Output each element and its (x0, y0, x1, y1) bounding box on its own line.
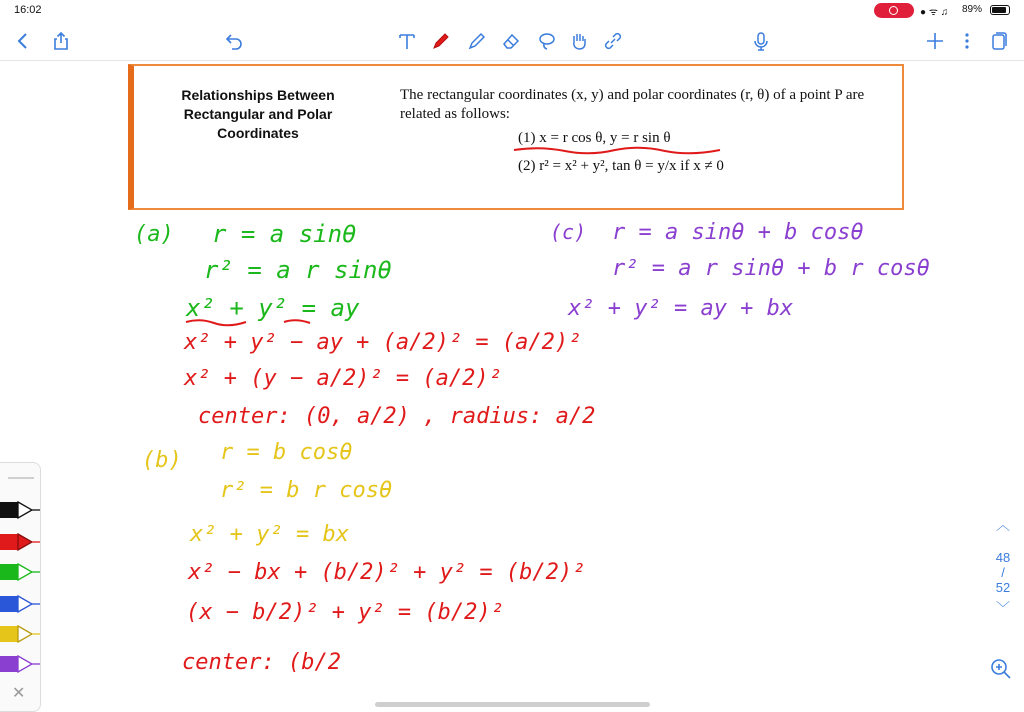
label-a: (a) (134, 222, 174, 247)
page-up-icon[interactable]: ︿ (996, 517, 1010, 533)
black-pen[interactable] (0, 499, 40, 521)
card-text: The rectangular coordinates (x, y) and polar coordinates (r, θ) of a point P are related as follows: (400, 87, 865, 122)
note-a-5: x² + (y − a/2)² = (a/2)² (184, 366, 502, 391)
blue-pen[interactable] (0, 593, 40, 615)
note-b-4: x² − bx + (b/2)² + y² = (b/2)² (188, 560, 586, 585)
note-b-1: r = b cosθ (220, 440, 353, 465)
red-pen[interactable] (0, 531, 40, 553)
note-b-5: (x − b/2)² + y² = (b/2)² (186, 600, 504, 625)
note-b-3: x² + y² = bx (190, 522, 349, 547)
page-current: 48 (995, 550, 1011, 565)
equation-2: (2) r² = x² + y², tan θ = y/x if x ≠ 0 (518, 158, 724, 174)
note-a-1: r = a sinθ (212, 220, 357, 248)
home-indicator (375, 702, 650, 707)
note-c-1: r = a sinθ + b cosθ (612, 220, 864, 245)
battery-percent: 89% (962, 4, 983, 15)
tray-handle[interactable] (8, 477, 34, 479)
card-title: Relationships Between Rectangular and Polar Coordinates (181, 87, 335, 141)
note-a-3: x² + y² = ay (186, 294, 360, 322)
page-total: 52 (995, 580, 1011, 595)
label-c: (c) (550, 220, 587, 244)
note-b-2: r² = b r cosθ (220, 478, 393, 503)
signal-wifi-icons: ● ᯤ ♫ (920, 7, 949, 18)
status-time: 16:02 (14, 4, 42, 16)
purple-pen[interactable] (0, 653, 40, 675)
underline-ink (514, 148, 720, 154)
close-tray-icon[interactable]: ✕ (12, 685, 26, 702)
note-a-2: r² = a r sinθ (204, 256, 392, 284)
yellow-pen[interactable] (0, 623, 40, 645)
note-c-3: x² + y² = ay + bx (568, 296, 794, 321)
note-b-6: center: (b/2 (182, 650, 341, 675)
page-separator: / (1001, 565, 1005, 580)
pen-tray (0, 462, 41, 712)
note-a-6: center: (0, a/2) , radius: a/2 (198, 404, 596, 429)
equation-1: (1) x = r cos θ, y = r sin θ (518, 130, 671, 146)
page-down-icon[interactable]: ﹀ (996, 600, 1010, 616)
label-b: (b) (142, 448, 182, 473)
green-pen[interactable] (0, 561, 40, 583)
note-a-4: x² + y² − ay + (a/2)² = (a/2)² (184, 330, 582, 355)
zoom-in-icon[interactable] (988, 656, 1014, 682)
note-c-2: r² = a r sinθ + b r cosθ (612, 256, 930, 281)
page-navigator (990, 518, 1016, 615)
